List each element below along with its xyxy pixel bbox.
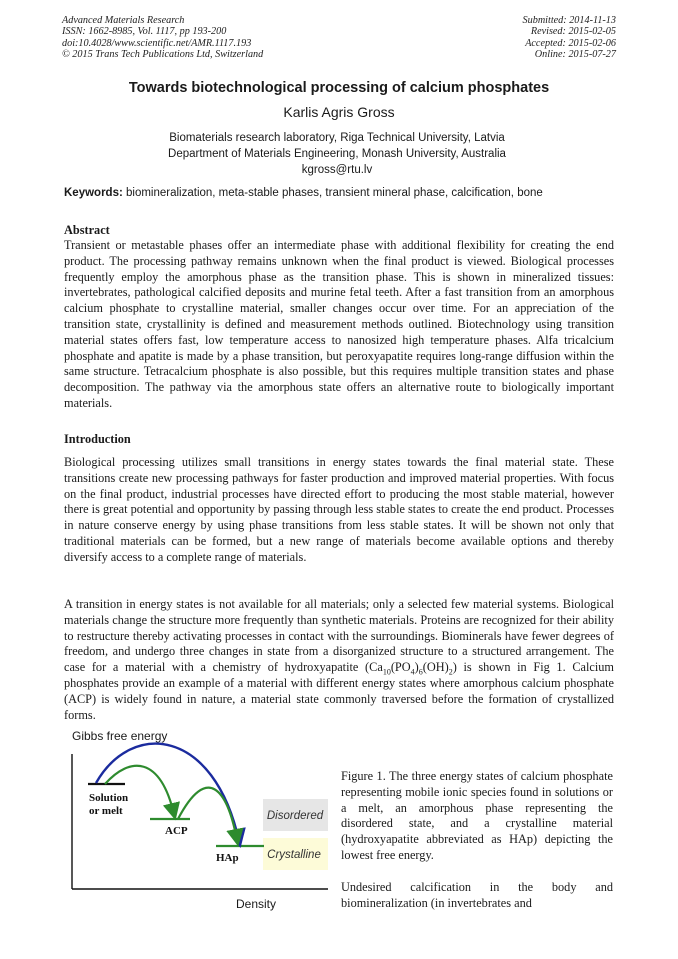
figure-caption: Figure 1. The three energy states of calcium phosphate representing mobile ionic species found in solutions or a melt, an amorphous phase representing the disordered state, and a crystalline material (hydroxyapatite abbreviated as HAp) depicting the lowest free energy. [341, 769, 613, 862]
journal-name: Advanced Materials Research [62, 15, 185, 26]
intro-paragraph-2 [64, 597, 614, 723]
subscript-po4-count: 6 [418, 667, 423, 677]
keywords [64, 187, 624, 199]
date-submitted: Submitted: 2014-11-13 [522, 15, 616, 26]
intro-p2-text-d: (OH) [422, 660, 449, 675]
paper-author: Karlis Agris Gross [283, 104, 395, 120]
intro-p2-text-e: ) is shown in Fig 1. Calcium phosphates provide an example of a material with different energy states where amorphous calcium phosphate (ACP) is widely found in nature, a material state commonly traversed before the formation of crystallized forms. [64, 660, 614, 722]
intro-p2-text-b: (PO [390, 660, 411, 675]
journal-copyright: © 2015 Trans Tech Publications Ltd, Switzerland [62, 49, 264, 61]
journal-header-left [62, 15, 263, 61]
author-email: kgross@rtu.lv [301, 164, 373, 176]
solution-label-1: Solution [89, 792, 129, 804]
affiliation-1: Biomaterials research laboratory, Riga Technical University, Latvia [169, 132, 505, 144]
intro-p2-text-c: ) [414, 660, 419, 675]
date-accepted: Accepted: 2015-02-06 [525, 37, 616, 49]
date-online: Online: 2015-07-27 [534, 49, 616, 61]
paper-title: Towards biotechnological processing of calcium phosphates [128, 80, 550, 96]
introduction-heading: Introduction [64, 432, 131, 446]
journal-doi: doi:10.4028/www.scientific.net/AMR.1117.193 [62, 37, 252, 49]
subscript-po4: 4 [410, 667, 415, 677]
acp-label: ACP [165, 825, 188, 837]
keywords-label: Keywords: [64, 187, 123, 199]
journal-issn: ISSN: 1662-8985, Vol. 1117, pp 193-200 [62, 26, 227, 38]
abstract-text: Transient or metastable phases offer an intermediate phase with additional flexibility for creating the end product. The processing pathway remains unknown when the final product is viewed. Biological processes frequently employ the amorphous phase as the transition phase. This is shown in mineralized tissues: invertebrates, pathological calcified deposits and murine fetal teeth. After a fast transition from an amorphous calcium phosphate to crystalline material, smaller changes occur over time. For an appreciation of the transition state, crystallinity is defined and measurement methods outlined. Biotechnology using transition material states offers fast, low temperature access to nanosized high temperature phases. Alfa tricalcium phosphate and apatite is made by a phase transition, but peroxyapatite requires long-range diffusion within the same structure. Tetracalcium phosphate is also possible, but this requires multiple transition states and phase decomposition. The pathway via the amorphous state offers an alternative route to biologically important materials. [64, 238, 614, 410]
intro-paragraph-1: Biological processing utilizes small transitions in energy states towards the final material state. These transitions create new processing pathways for faster production and improved material properties. With focus on the final product, industrial processes have directed effort to producing the most stable material, however there is great potential and opportunity by passing through less stable states to create the end product. Processes in nature conserve energy by using phase transitions from less stable states. It will be shown not only that traditional materials can be formed, but a new range of materials become available options and thereby diversify access to a complete range of materials. [64, 455, 614, 564]
figure-x-axis-label: Density [236, 897, 277, 911]
affiliation-2: Department of Materials Engineering, Monash University, Australia [168, 148, 506, 160]
hap-label: HAp [216, 852, 239, 864]
figure-y-axis-label: Gibbs free energy [72, 729, 168, 743]
continuation-paragraph: Undesired calcification in the body and biomineralization (in invertebrates and [341, 880, 613, 910]
keywords-list: biomineralization, meta-stable phases, transient mineral phase, calcification, bone [122, 187, 543, 199]
subscript-oh: 2 [448, 667, 453, 677]
affiliations [0, 130, 678, 178]
subscript-ca: 10 [382, 667, 391, 677]
solution-label-2: or melt [89, 805, 123, 817]
abstract-heading: Abstract [64, 223, 110, 237]
journal-header-right [523, 15, 616, 61]
intro-p2-text-a: A transition in energy states is not available for all materials; only a selected few material systems. Biological materials change the structure more frequently than synthetic materials. Proteins are recognized for their ability to restructure thereby activating processes in contact with the surroundings. Biominerals have fewer degrees of freedom, and undergo three changes in state from a disorganized structure to a structured arrangement. The case for a material with a chemistry of hydroxyapatite (Ca [64, 597, 614, 675]
disordered-label: Disordered [266, 810, 324, 822]
energy-diagram [62, 728, 334, 952]
crystalline-label: Crystalline [267, 849, 321, 861]
date-revised: Revised: 2015-02-05 [530, 26, 616, 38]
